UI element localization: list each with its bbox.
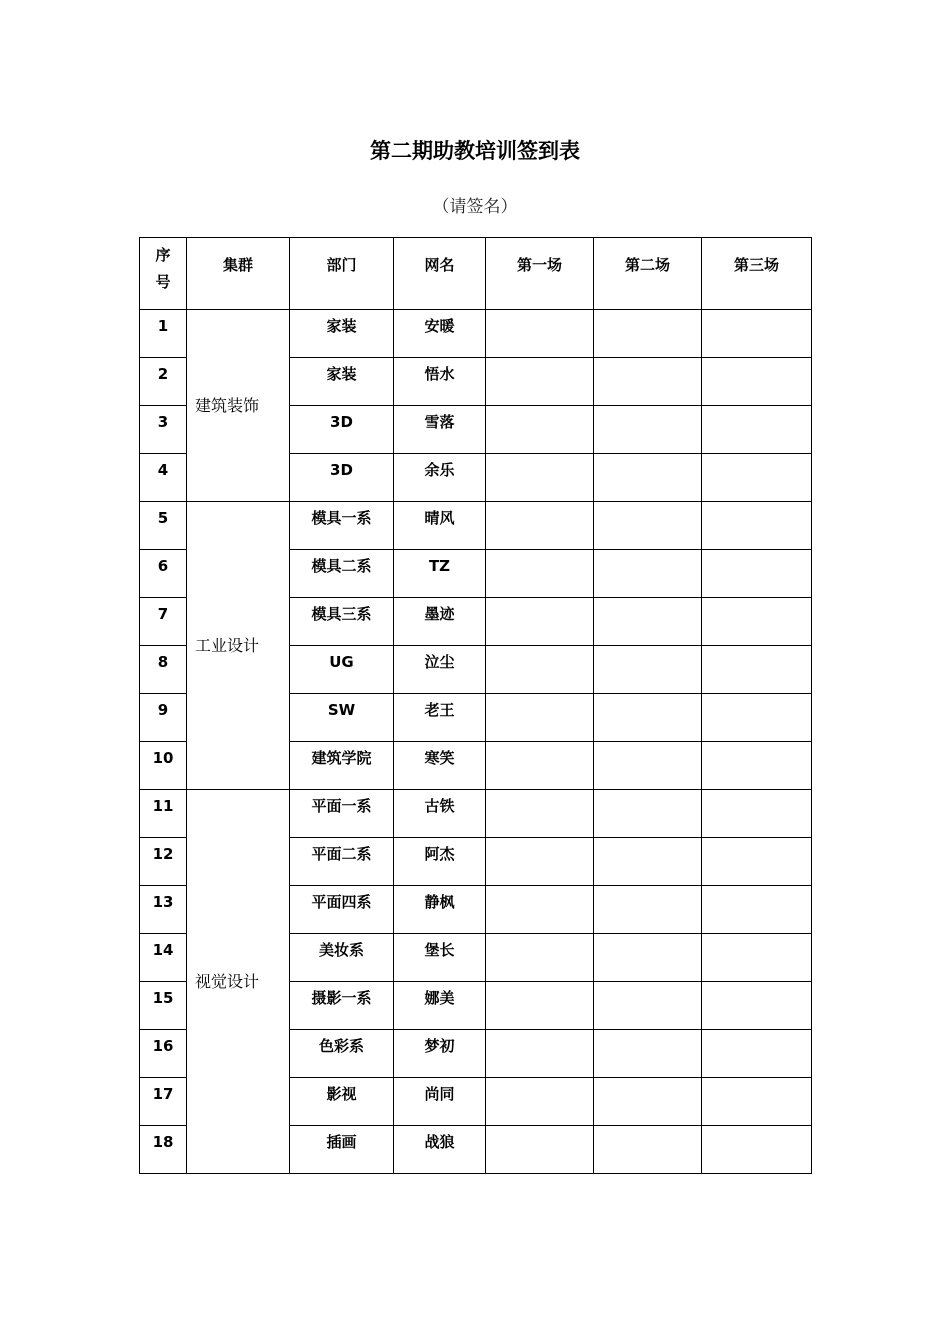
department-cell: 插画 (290, 1126, 394, 1174)
department-cell: 平面二系 (290, 838, 394, 886)
signature-cell-session-1[interactable] (486, 790, 594, 838)
signature-cell-session-2[interactable] (594, 1126, 702, 1174)
header-session-3: 第三场 (702, 238, 812, 310)
netname-cell: 堡长 (394, 934, 486, 982)
row-number: 16 (140, 1030, 187, 1078)
signature-cell-session-1[interactable] (486, 838, 594, 886)
netname-cell: 泣尘 (394, 646, 486, 694)
header-session-1: 第一场 (486, 238, 594, 310)
netname-cell: 娜美 (394, 982, 486, 1030)
department-cell: 色彩系 (290, 1030, 394, 1078)
row-number: 13 (140, 886, 187, 934)
row-number: 18 (140, 1126, 187, 1174)
signature-cell-session-1[interactable] (486, 934, 594, 982)
signature-cell-session-1[interactable] (486, 502, 594, 550)
signature-cell-session-3[interactable] (702, 982, 812, 1030)
row-number: 9 (140, 694, 187, 742)
signature-cell-session-3[interactable] (702, 406, 812, 454)
page-subtitle: （请签名） (432, 197, 518, 217)
netname-cell: 阿杰 (394, 838, 486, 886)
signin-table (139, 237, 812, 1174)
header-seq: 序号 (140, 238, 187, 310)
signature-cell-session-2[interactable] (594, 886, 702, 934)
signature-cell-session-2[interactable] (594, 358, 702, 406)
signature-cell-session-2[interactable] (594, 1030, 702, 1078)
signature-cell-session-2[interactable] (594, 982, 702, 1030)
signature-cell-session-3[interactable] (702, 358, 812, 406)
department-cell: SW (290, 694, 394, 742)
table-row (140, 310, 812, 358)
table-body (140, 310, 812, 1174)
department-cell: 3D (290, 454, 394, 502)
department-cell: 3D (290, 406, 394, 454)
netname-cell: 老王 (394, 694, 486, 742)
netname-cell: 静枫 (394, 886, 486, 934)
signature-cell-session-3[interactable] (702, 1078, 812, 1126)
row-number: 10 (140, 742, 187, 790)
netname-cell: 梦初 (394, 1030, 486, 1078)
netname-cell: 晴风 (394, 502, 486, 550)
table-row (140, 790, 812, 838)
signature-cell-session-2[interactable] (594, 454, 702, 502)
department-cell: 模具三系 (290, 598, 394, 646)
signature-cell-session-1[interactable] (486, 886, 594, 934)
signature-cell-session-2[interactable] (594, 838, 702, 886)
header-cluster: 集群 (187, 238, 290, 310)
cluster-name: 工业设计 (187, 502, 290, 790)
netname-cell: 古铁 (394, 790, 486, 838)
department-cell: 平面一系 (290, 790, 394, 838)
signature-cell-session-3[interactable] (702, 838, 812, 886)
row-number: 3 (140, 406, 187, 454)
signature-cell-session-3[interactable] (702, 310, 812, 358)
signature-cell-session-1[interactable] (486, 1030, 594, 1078)
signature-cell-session-2[interactable] (594, 550, 702, 598)
netname-cell: 尚同 (394, 1078, 486, 1126)
signature-cell-session-1[interactable] (486, 550, 594, 598)
row-number: 6 (140, 550, 187, 598)
department-cell: 摄影一系 (290, 982, 394, 1030)
signature-cell-session-1[interactable] (486, 1078, 594, 1126)
signature-cell-session-1[interactable] (486, 646, 594, 694)
department-cell: 家装 (290, 358, 394, 406)
header-department: 部门 (290, 238, 394, 310)
row-number: 15 (140, 982, 187, 1030)
signature-cell-session-2[interactable] (594, 406, 702, 454)
signature-cell-session-2[interactable] (594, 694, 702, 742)
signature-cell-session-2[interactable] (594, 598, 702, 646)
netname-cell: 雪落 (394, 406, 486, 454)
signature-cell-session-2[interactable] (594, 502, 702, 550)
signature-cell-session-1[interactable] (486, 694, 594, 742)
signature-cell-session-2[interactable] (594, 646, 702, 694)
signature-cell-session-3[interactable] (702, 934, 812, 982)
signature-cell-session-1[interactable] (486, 310, 594, 358)
department-cell: 建筑学院 (290, 742, 394, 790)
netname-cell: 寒笑 (394, 742, 486, 790)
row-number: 17 (140, 1078, 187, 1126)
row-number: 2 (140, 358, 187, 406)
signature-cell-session-1[interactable] (486, 1126, 594, 1174)
row-number: 14 (140, 934, 187, 982)
page-title: 第二期助教培训签到表 (370, 138, 580, 163)
row-number: 4 (140, 454, 187, 502)
signature-cell-session-1[interactable] (486, 742, 594, 790)
signature-cell-session-3[interactable] (702, 790, 812, 838)
signature-cell-session-1[interactable] (486, 598, 594, 646)
department-cell: UG (290, 646, 394, 694)
signature-cell-session-3[interactable] (702, 694, 812, 742)
row-number: 5 (140, 502, 187, 550)
netname-cell: 余乐 (394, 454, 486, 502)
row-number: 7 (140, 598, 187, 646)
cluster-name: 视觉设计 (187, 790, 290, 1174)
netname-cell: TZ (394, 550, 486, 598)
department-cell: 平面四系 (290, 886, 394, 934)
signature-cell-session-1[interactable] (486, 454, 594, 502)
department-cell: 模具二系 (290, 550, 394, 598)
signature-cell-session-3[interactable] (702, 886, 812, 934)
signature-cell-session-3[interactable] (702, 646, 812, 694)
signature-cell-session-3[interactable] (702, 502, 812, 550)
netname-cell: 安暖 (394, 310, 486, 358)
signature-cell-session-2[interactable] (594, 742, 702, 790)
row-number: 11 (140, 790, 187, 838)
row-number: 8 (140, 646, 187, 694)
netname-cell: 战狼 (394, 1126, 486, 1174)
signature-cell-session-1[interactable] (486, 982, 594, 1030)
signature-cell-session-3[interactable] (702, 454, 812, 502)
department-cell: 美妆系 (290, 934, 394, 982)
table-row (140, 502, 812, 550)
row-number: 1 (140, 310, 187, 358)
signature-cell-session-1[interactable] (486, 358, 594, 406)
signature-cell-session-2[interactable] (594, 790, 702, 838)
netname-cell: 悟水 (394, 358, 486, 406)
signature-cell-session-1[interactable] (486, 406, 594, 454)
department-cell: 模具一系 (290, 502, 394, 550)
signature-cell-session-2[interactable] (594, 310, 702, 358)
department-cell: 家装 (290, 310, 394, 358)
cluster-name: 建筑装饰 (187, 310, 290, 502)
signature-cell-session-3[interactable] (702, 742, 812, 790)
signature-cell-session-2[interactable] (594, 934, 702, 982)
department-cell: 影视 (290, 1078, 394, 1126)
header-netname: 网名 (394, 238, 486, 310)
netname-cell: 墨迹 (394, 598, 486, 646)
signature-cell-session-3[interactable] (702, 1030, 812, 1078)
signature-cell-session-3[interactable] (702, 598, 812, 646)
signature-cell-session-2[interactable] (594, 1078, 702, 1126)
row-number: 12 (140, 838, 187, 886)
header-session-2: 第二场 (594, 238, 702, 310)
header-row (140, 238, 812, 310)
signature-cell-session-3[interactable] (702, 550, 812, 598)
signature-cell-session-3[interactable] (702, 1126, 812, 1174)
